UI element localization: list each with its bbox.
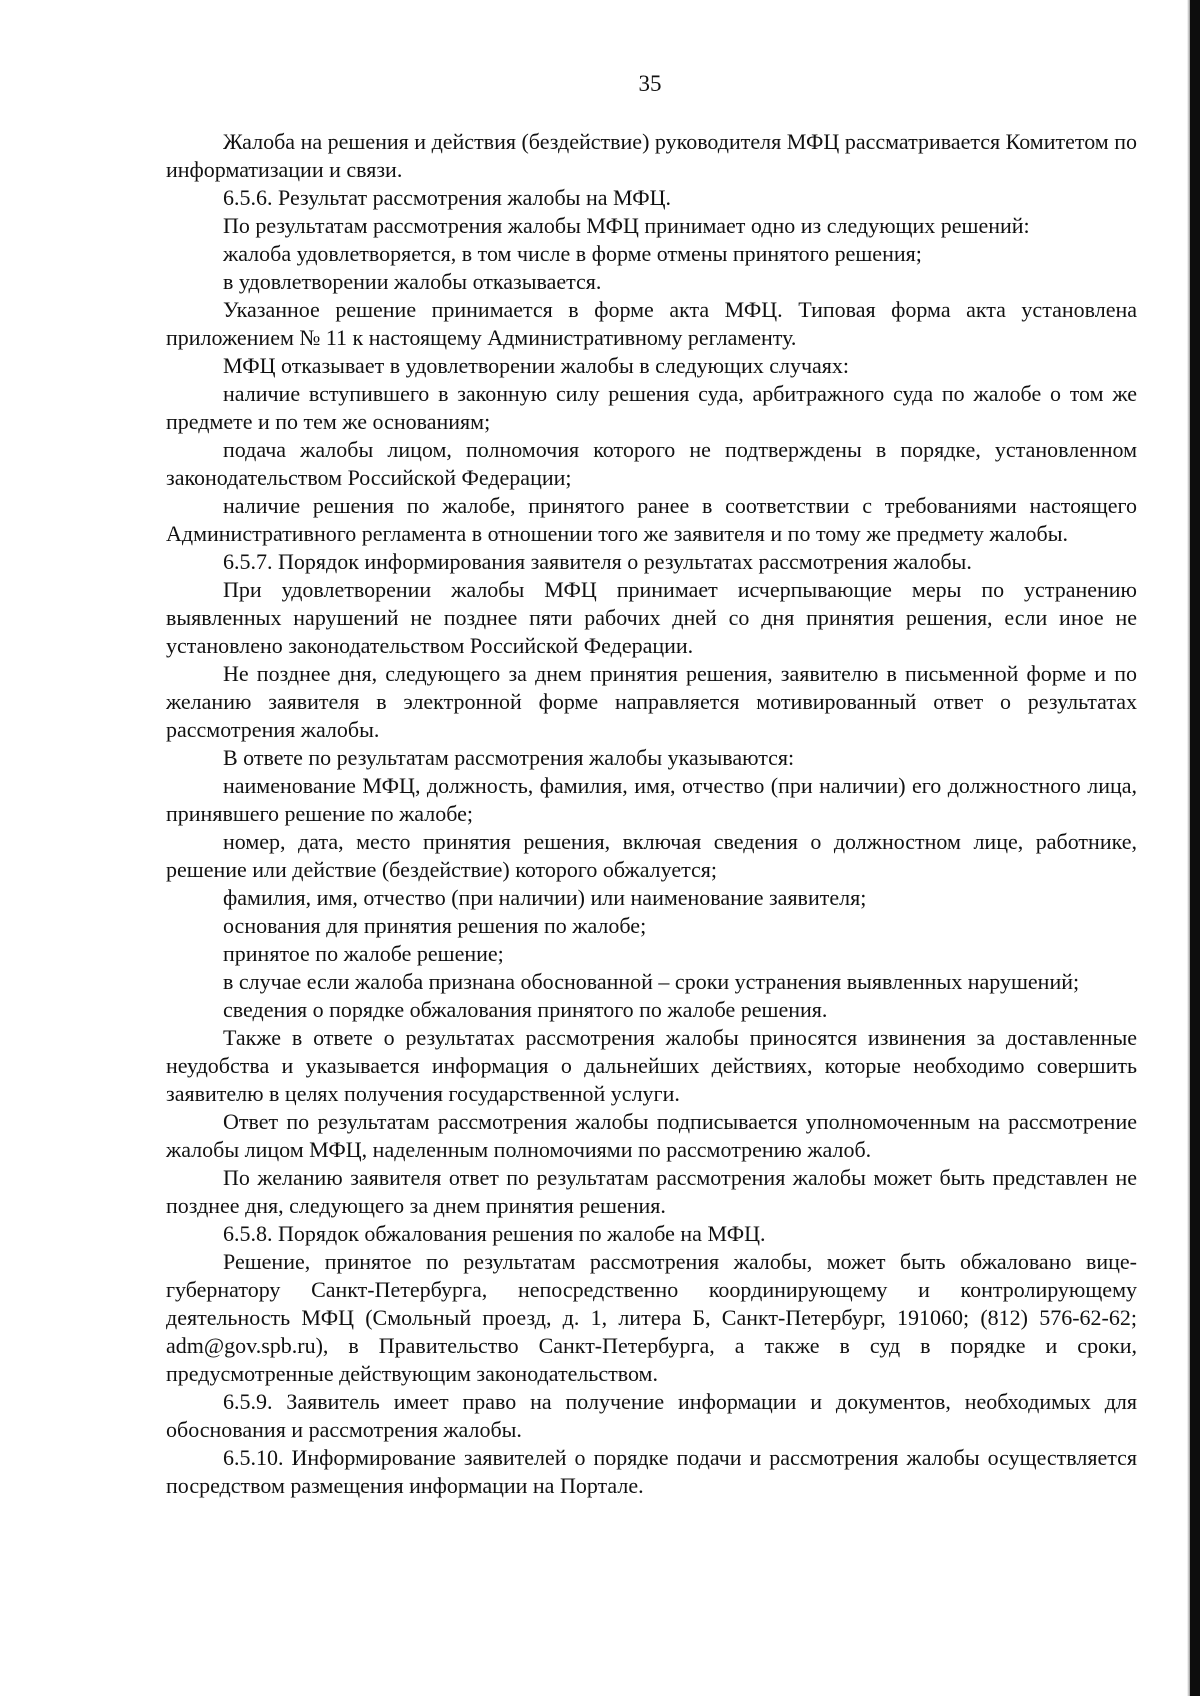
page-number: 35 [638,71,662,96]
paragraph: 6.5.6. Результат рассмотрения жалобы на МФЦ. [223,185,672,210]
paragraph: МФЦ отказывает в удовлетворении жалобы в следующих случаях: [223,353,850,378]
paragraph: наличие вступившего в законную силу решения суда, арбитражного суда по жалобе о том же предмете и по тем же основаниям; [166,381,1137,434]
paragraph: основания для принятия решения по жалобе; [223,913,647,938]
paragraph: наименование МФЦ, должность, фамилия, имя, отчество (при наличии) его должностного лица, принявшего решение по жалобе; [166,773,1137,826]
paragraph: Также в ответе о результатах рассмотрения жалобы приносятся извинения за доставленные неудобства и указывается информация о дальнейших действиях, которые необходимо совершить заявителю в целях получения государственной услуги. [166,1025,1137,1106]
paragraph: По результатам рассмотрения жалобы МФЦ принимает одно из следующих решений: [223,213,1030,238]
paragraph: жалоба удовлетворяется, в том числе в форме отмены принятого решения; [223,241,922,266]
paragraph: Решение, принятое по результатам рассмотрения жалобы, может быть обжаловано вице-губернатору Санкт-Петербурга, непосредственно координирующему и контролирующему деятельность МФЦ (Смольный проезд, д. 1, литера Б, Санкт-Петербург, 191060; (812) 576-62-62; adm@gov.spb.ru), в Правительство Санкт-Петербурга, а также в суд в порядке и сроки, предусмотренные действующим законодательством. [166,1249,1137,1386]
paragraph: Жалоба на решения и действия (бездействие) руководителя МФЦ рассматривается Комитетом по информатизации и связи. [166,129,1137,182]
paragraph: сведения о порядке обжалования принятого по жалобе решения. [223,997,828,1022]
paragraph: По желанию заявителя ответ по результатам рассмотрения жалобы может быть представлен не позднее дня, следующего за днем принятия решения. [166,1165,1137,1218]
paragraph: 6.5.8. Порядок обжалования решения по жалобе на МФЦ. [223,1221,766,1246]
paragraph: принятое по жалобе решение; [223,941,504,966]
scan-edge [1190,0,1200,1696]
paragraph: 6.5.10. Информирование заявителей о порядке подачи и рассмотрения жалобы осуществляется посредством размещения информации на Портале. [166,1445,1137,1498]
paragraph: Ответ по результатам рассмотрения жалобы подписывается уполномоченным на рассмотрение жалобы лицом МФЦ, наделенным полномочиями по рассмотрению жалоб. [166,1109,1137,1162]
paragraph: Указанное решение принимается в форме акта МФЦ. Типовая форма акта установлена приложением № 11 к настоящему Административному регламенту. [166,297,1137,350]
paragraph: номер, дата, место принятия решения, включая сведения о должностном лице, работнике, решение или действие (бездействие) которого обжалуется; [166,829,1137,882]
paragraph: 6.5.7. Порядок информирования заявителя о результатах рассмотрения жалобы. [223,549,972,574]
paragraph: в удовлетворении жалобы отказывается. [223,269,602,294]
paragraph: фамилия, имя, отчество (при наличии) или наименование заявителя; [223,885,867,910]
paragraph: 6.5.9. Заявитель имеет право на получение информации и документов, необходимых для обоснования и рассмотрения жалобы. [166,1389,1137,1442]
paragraph: При удовлетворении жалобы МФЦ принимает исчерпывающие меры по устранению выявленных нарушений не позднее пяти рабочих дней со дня принятия решения, если иное не установлено законодательством Российской Федерации. [166,577,1137,658]
paragraph: В ответе по результатам рассмотрения жалобы указываются: [223,745,795,770]
paragraph: Не позднее дня, следующего за днем принятия решения, заявителю в письменной форме и по желанию заявителя в электронной форме направляется мотивированный ответ о результатах рассмотрения жалобы. [166,661,1137,742]
document-body [166,128,1137,1500]
paragraph: в случае если жалоба признана обоснованной – сроки устранения выявленных нарушений; [223,969,1080,994]
paragraph: наличие решения по жалобе, принятого ранее в соответствии с требованиями настоящего Административного регламента в отношении того же заявителя и по тому же предмету жалобы. [166,493,1137,546]
paragraph: подача жалобы лицом, полномочия которого не подтверждены в порядке, установленном законодательством Российской Федерации; [166,437,1137,490]
